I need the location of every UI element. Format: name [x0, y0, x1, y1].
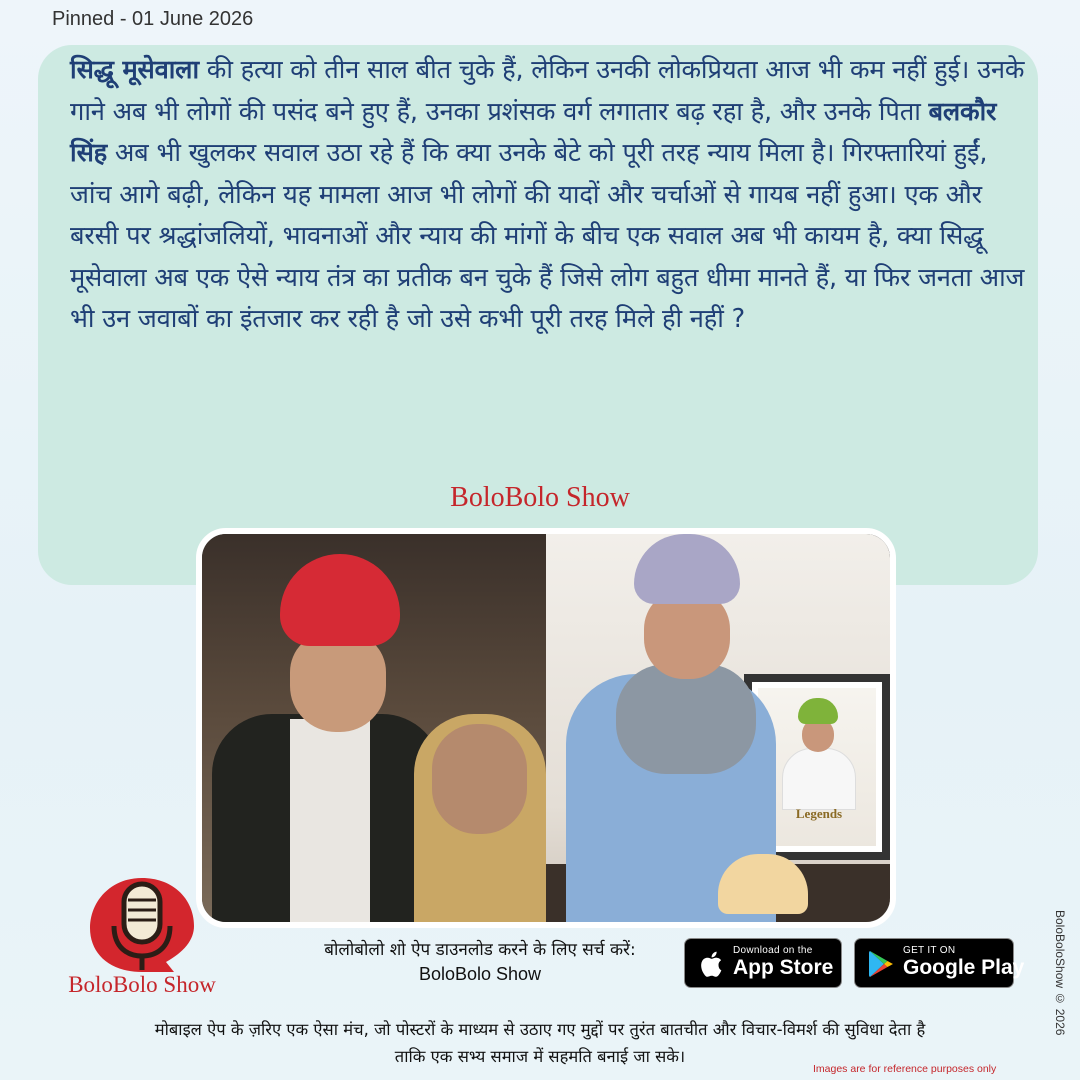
app-store-big-text: App Store: [733, 956, 834, 979]
article-body: [70, 50, 1030, 341]
photo-portrait-turban: [798, 698, 838, 724]
footer-description: [30, 1016, 1050, 1070]
download-app-name: BoloBolo Show: [418, 964, 542, 984]
footer-line-1: मोबाइल ऐप के ज़रिए एक ऐसा मंच, जो पोस्टरों के माध्यम से उठाए गए मुद्दों पर तुरंत बातचीत और विचार-विमर्श की सुविधा देता है: [154, 1020, 926, 1039]
photo-figure-face-son: [290, 632, 386, 732]
download-instruction: बोलोबोलो शो ऐप डाउनलोड करने के लिए सर्च करें:: [324, 940, 636, 960]
photo-figure-face-mother: [432, 724, 527, 834]
app-store-button[interactable]: [684, 938, 842, 988]
google-play-small-text: GET IT ON: [903, 945, 956, 956]
pinned-date-label: Pinned - 01 June 2026: [52, 8, 254, 30]
photo-portrait-caption: Legends: [795, 806, 843, 821]
photo-red-turban: [280, 554, 400, 646]
article-text-part2: अब भी खुलकर सवाल उठा रहे हैं कि क्या उनके बेटे को पूरी तरह न्याय मिला है। गिरफ्तारियां हुईं, जांच आगे बढ़ी, लेकिन यह मामला आज भी लोगों की यादों और चर्चाओं से गायब नहीं हुआ। एक और बरसी पर श्रद्धांजलियों, भावनाओं और न्याय की मांगों के बीच एक सवाल अब भी कायम है, क्या सिद्धू मूसेवाला अब एक ऐसे न्याय तंत्र का प्रतीक बन चुके हैं जिसे लोग बहुत धीमा मानते हैं, या फिर जनता आज भी उन जवाबों का इंतजार कर रही है जो उसे कभी पूरी तरह मिले ही नहीं ?: [70, 138, 1025, 334]
show-title: BoloBolo Show: [450, 482, 630, 513]
apple-icon: [697, 949, 723, 979]
logo-name: BoloBolo Show: [68, 972, 216, 997]
photo-figure-shirt: [290, 719, 370, 924]
highlight-name-sidhu: सिद्धू मूसेवाला: [70, 55, 199, 85]
image-disclaimer: Images are for reference purposes only: [813, 1063, 997, 1075]
photo-blue-turban: [634, 534, 740, 604]
highlight-name-balkaur: बलकौर सिंह: [70, 96, 997, 168]
google-play-icon: [867, 949, 895, 979]
photo-baby-blanket: [616, 664, 756, 774]
news-photo: [196, 528, 896, 928]
google-play-big-text: Google Play: [903, 956, 1025, 979]
photo-right-panel: [546, 534, 890, 922]
copyright-text: BoloBoloShow © 2026: [1053, 910, 1067, 1036]
microphone-icon: [62, 870, 222, 980]
photo-left-panel: [202, 534, 546, 922]
footer-line-2: ताकि एक सभ्य समाज में सहमति बनाई जा सके।: [394, 1047, 686, 1066]
photo-portrait-body: [782, 748, 856, 810]
google-play-button[interactable]: [854, 938, 1025, 988]
app-store-small-text: Download on the: [733, 945, 813, 956]
photo-cake: [718, 854, 808, 914]
article-text-part1: की हत्या को तीन साल बीत चुके हैं, लेकिन उनकी लोकप्रियता आज भी कम नहीं हुई। उनके गाने अब भी लोगों की पसंद बने हुए हैं, उनका प्रशंसक वर्ग लगातार बढ़ रहा है, और उनके पिता: [70, 55, 1025, 127]
